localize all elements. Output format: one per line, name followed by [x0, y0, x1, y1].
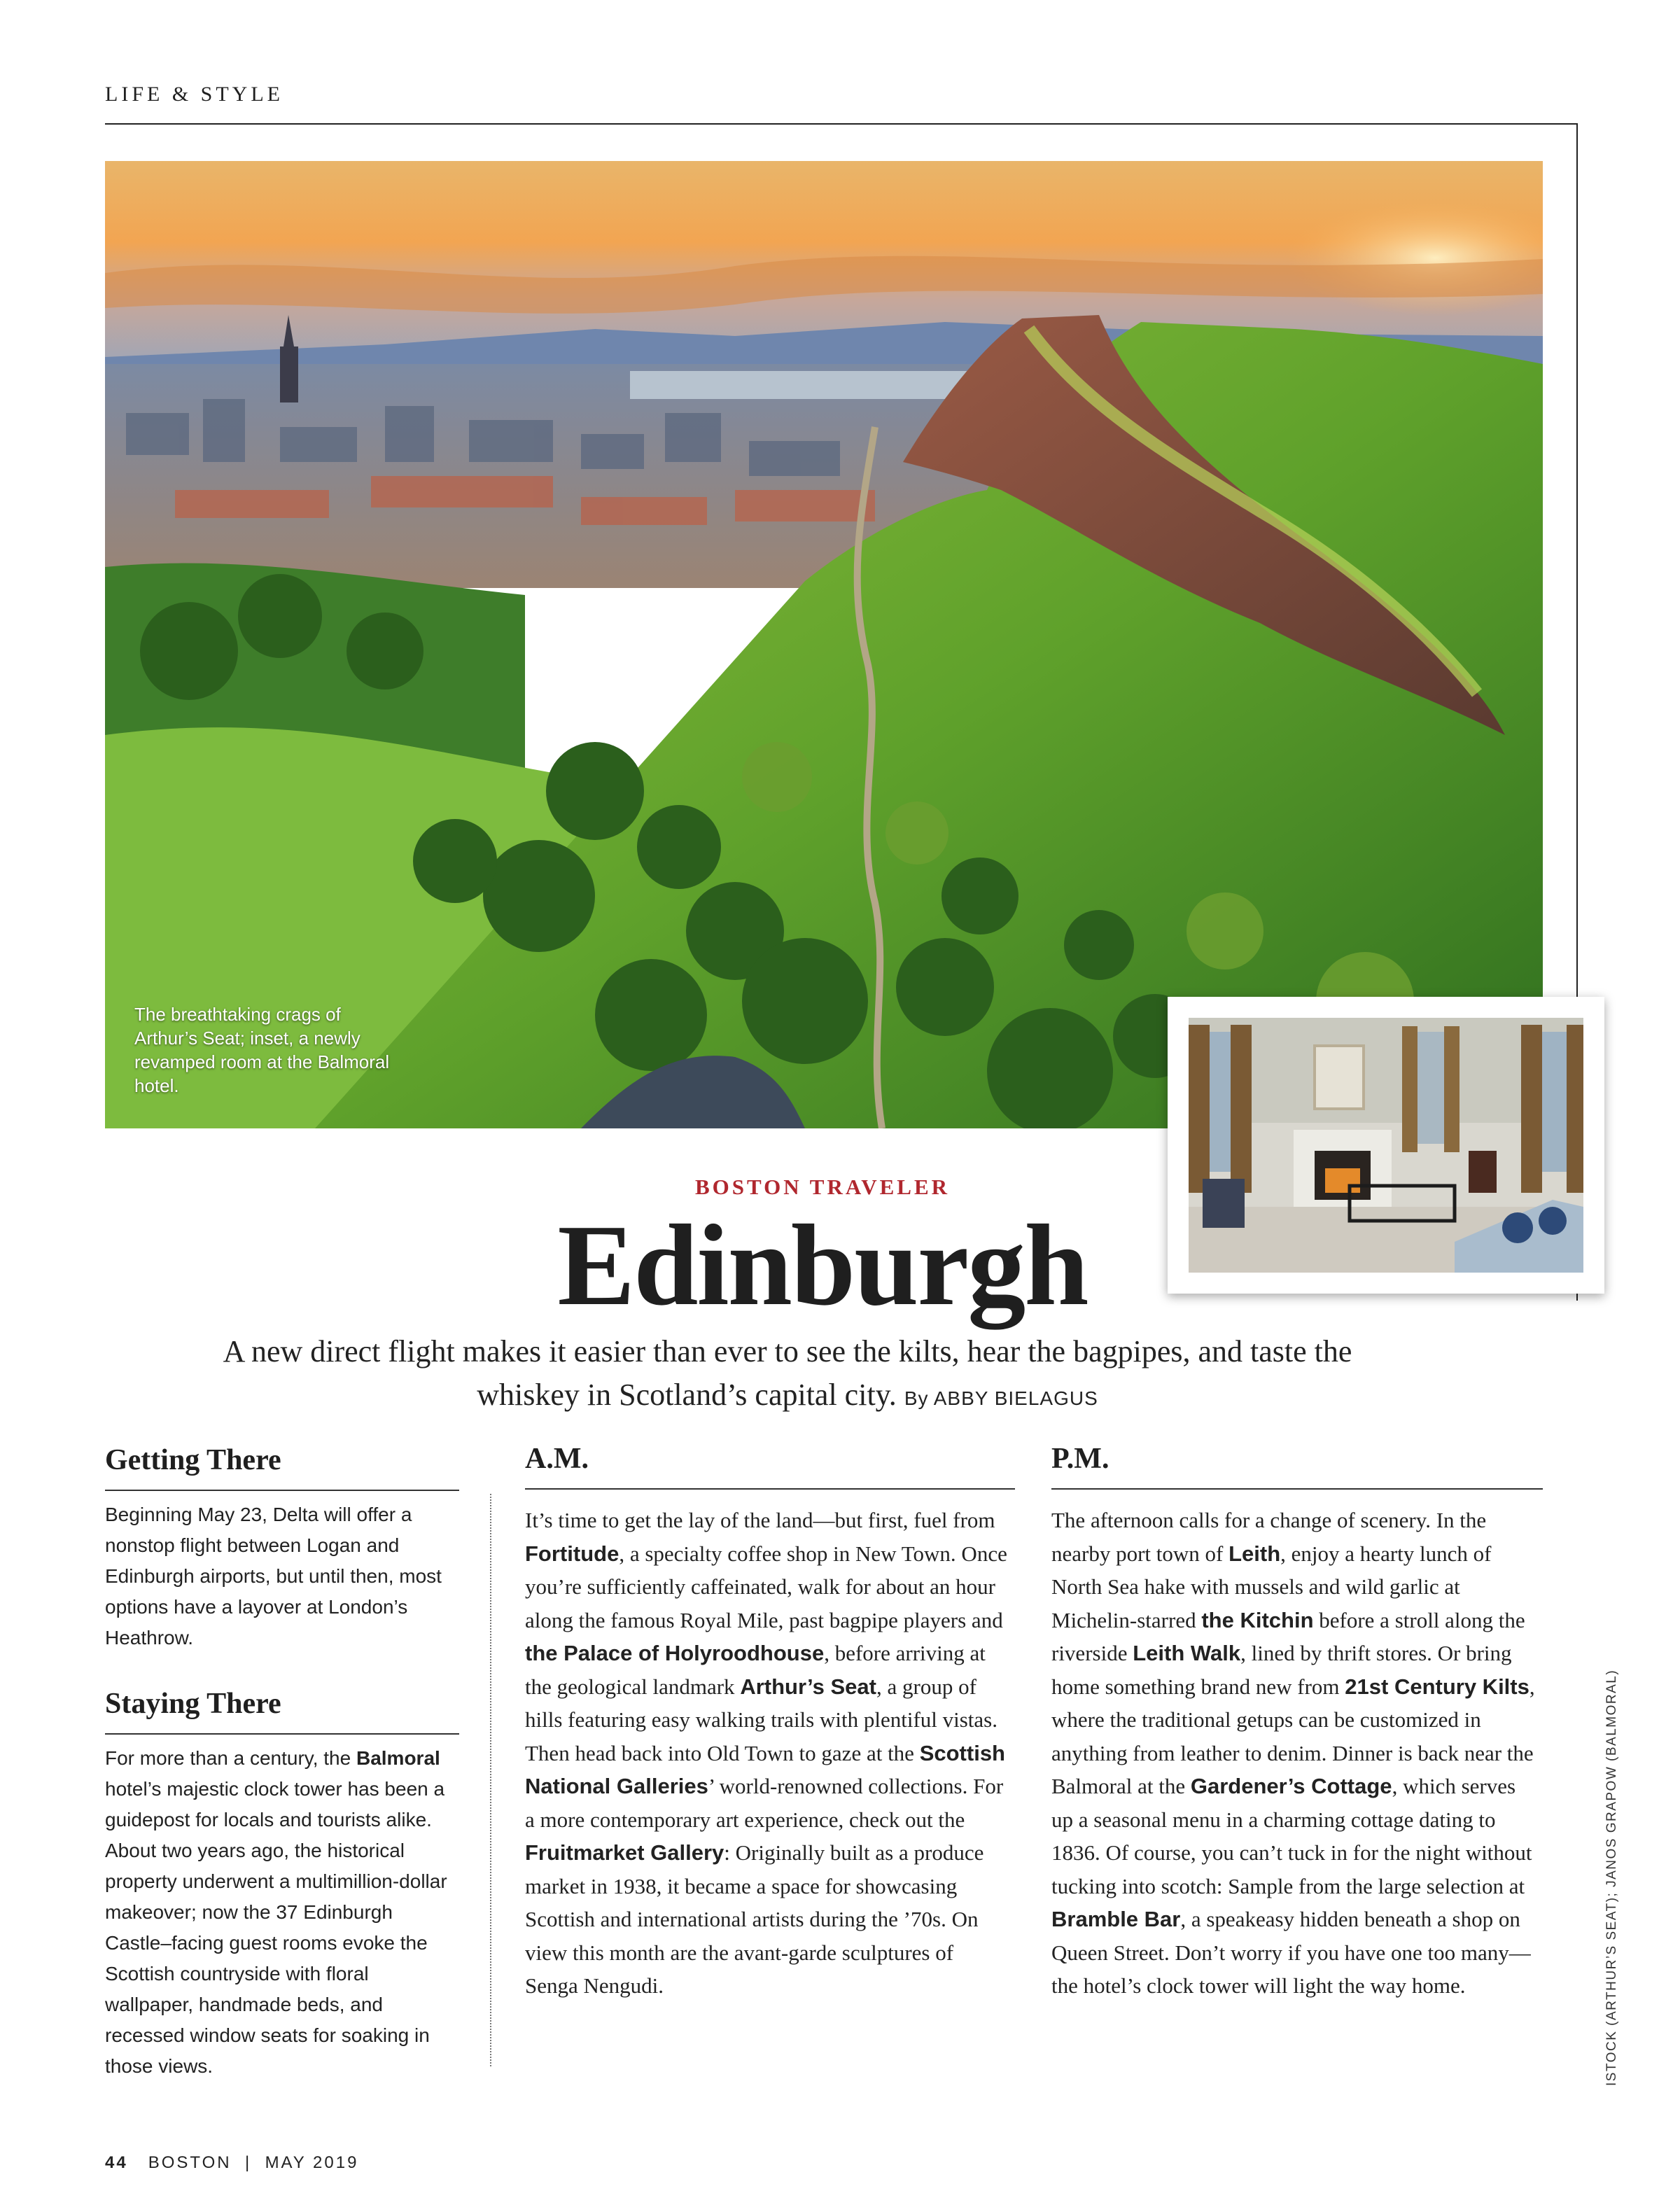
am-heading: A.M. — [525, 1443, 589, 1475]
staying-there-rule — [105, 1733, 459, 1735]
bold-kitchin: the Kitchin — [1201, 1607, 1314, 1632]
photo-credit: ISTOCK (ARTHUR’S SEAT); JANOS GRAPOW (BALMORAL) — [1604, 1669, 1619, 2086]
top-rule — [105, 123, 1578, 125]
bold-gardeners-cottage: Gardener’s Cottage — [1190, 1774, 1392, 1798]
am-text: It’s time to get the lay of the land—but first, fuel from Fortitude, a specialty coffee shop in New Town. Once you’re sufficiently caffeinated, walk for about an hour along the famous Royal Mile, past bagpipe players and the Palace of Holyroodhouse, before arriving at the geological landmark Arthur’s Seat, a group of hills featuring easy walking trails with plentiful vistas. Then head back into Old Town to gaze at the Scottish National Galleries’ world-renowned collections. For a more contemporary art experience, check out the Fruitmarket Gallery: Originally built as a produce market in 1938, it became a space for showcasing Scottish and international artists during the ’70s. On view this month are the avant-garde sculptures of Senga Nengudi. — [525, 1508, 1007, 1998]
page-number: 44 — [105, 2153, 128, 2172]
bold-arthurs-seat: Arthur’s Seat — [740, 1674, 876, 1699]
inset-photo-balmoral-room — [1168, 997, 1604, 1294]
bold-fortitude: Fortitude — [525, 1541, 620, 1566]
article-headline: Edinburgh — [557, 1200, 1088, 1329]
pm-rule — [1051, 1488, 1543, 1490]
folio-separator: | — [244, 2153, 252, 2172]
byline: By ABBY BIELAGUS — [904, 1387, 1098, 1409]
bold-21st-century-kilts: 21st Century Kilts — [1345, 1674, 1530, 1699]
staying-there-text: For more than a century, the Balmoral hotel’s majestic clock tower has been a guidepost for locals and tourists alike. About two years ago, the historical property underwent a multimillion-dollar makeover; now the 37 Edinburgh Castle–facing guest rooms evoke the Scottish countryside with floral wallpaper, handmade beds, and recessed window seats for soaking in those views. — [105, 1747, 447, 2077]
dek-text: A new direct flight makes it easier than ever to see the kilts, hear the bagpipes, and taste the whiskey in Scotland’s capital city. — [223, 1334, 1352, 1412]
am-rule — [525, 1488, 1015, 1490]
hero-photo-arthurs-seat — [105, 161, 1543, 1128]
getting-there-text: Beginning May 23, Delta will offer a nonstop flight between Logan and Edinburgh airports, but until then, most options have a layover at London’s Heathrow. — [105, 1504, 442, 1648]
folio — [105, 2153, 358, 2173]
article-kicker: BOSTON TRAVELER — [694, 1175, 951, 1199]
hero-caption: The breathtaking crags of Arthur’s Seat; inset, a newly revamped room at the Balmoral hotel. — [134, 1004, 390, 1096]
bold-leith: Leith — [1228, 1541, 1281, 1566]
magazine-name: BOSTON — [148, 2153, 232, 2172]
bold-balmoral: Balmoral — [356, 1747, 440, 1769]
bold-fruitmarket: Fruitmarket Gallery — [525, 1840, 724, 1865]
getting-there-rule — [105, 1490, 459, 1491]
bold-holyroodhouse: the Palace of Holyroodhouse — [525, 1641, 825, 1665]
bold-bramble-bar: Bramble Bar — [1051, 1907, 1181, 1931]
issue-date: MAY 2019 — [265, 2153, 359, 2172]
pm-text: The afternoon calls for a change of scenery. In the nearby port town of Leith, enjoy a hearty lunch of North Sea hake with mussels and wild garlic at Michelin-starred the Kitchin before a stroll along the riverside Leith Walk, lined by thrift stores. Or bring home something brand new from 21st Century Kilts, where the traditional getups can be customized in anything from leather to denim. Dinner is back near the Balmoral at the Gardener’s Cottage, which serves up a seasonal menu in a charming cottage dating to 1836. Of course, you can’t tuck in for the night without tucking into scotch: Sample from the large selection at Bramble Bar, a speakeasy hidden beneath a shop on Queen Street. Don’t worry if you have one too many—the hotel’s clock tower will light the way home. — [1051, 1508, 1535, 1998]
article-dek — [210, 1330, 1365, 1420]
staying-there-heading: Staying There — [105, 1688, 281, 1720]
bold-leith-walk: Leith Walk — [1133, 1641, 1241, 1665]
getting-there-heading: Getting There — [105, 1444, 281, 1476]
bold-national-galleries: Scottish National Galleries — [525, 1740, 1005, 1798]
pm-heading: P.M. — [1051, 1443, 1110, 1475]
section-label: LIFE & STYLE — [105, 83, 284, 106]
column-divider — [490, 1494, 491, 2066]
